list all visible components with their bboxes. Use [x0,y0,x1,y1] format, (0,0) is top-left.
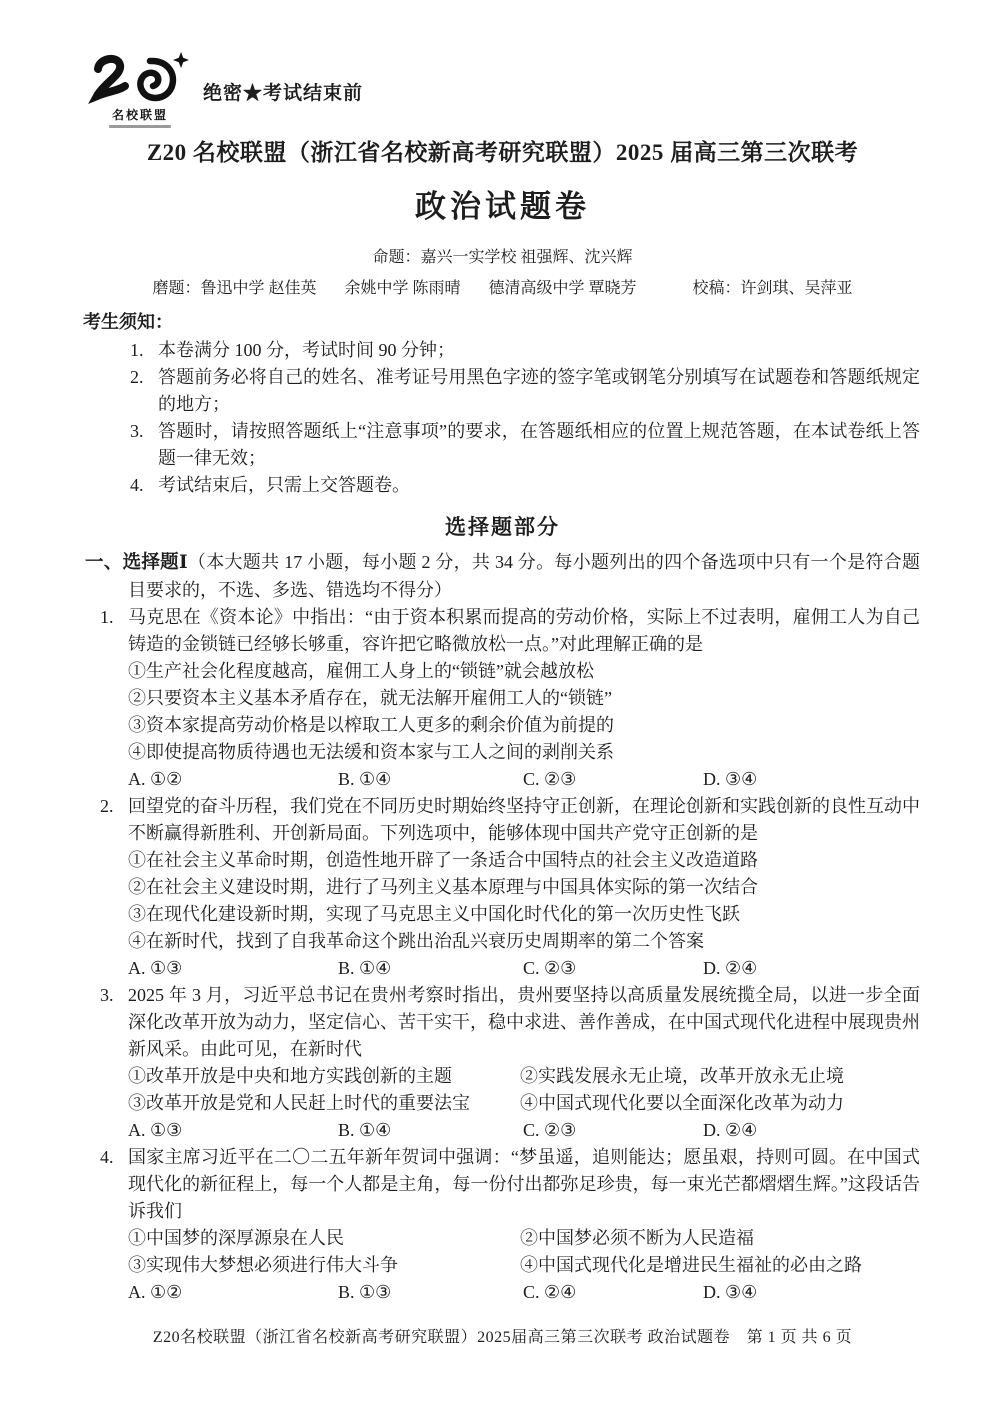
statement-1: ①在社会主义革命时期，创造性地开辟了一条适合中国特点的社会主义改造道路 [128,850,758,870]
page-footer: Z20名校联盟（浙江省名校新高考研究联盟）2025届高三第三次联考 政治试题卷 第 1 页 共 6 页 [152,1329,853,1346]
question-body [128,982,920,1144]
statement-1: ①生产社会化程度越高，雇佣工人身上的“锁链”就会越放松 [128,661,594,681]
choice-b: B. ①④ [338,1120,392,1140]
statement-1: ①改革开放是中央和地方实践创新的主题 [128,1066,452,1086]
choice-d: D. ②④ [703,1120,758,1140]
choice-a: A. ①② [128,1282,183,1302]
notice-number: 2. [130,367,144,387]
choices-row [128,955,920,982]
question-4 [85,1144,920,1306]
notice-text: 答题前务必将自己的姓名、准考证号用黑色字迹的签字笔或钢笔分别填写在试题卷和答题纸规定的地方； [158,367,920,414]
question-body [128,604,920,793]
statement-4: ④中国式现代化是增进民生福祉的必由之路 [520,1255,862,1275]
statement-list [128,658,920,766]
notice-title: 考生须知： [83,312,173,332]
question-3 [85,982,920,1144]
choices-row [128,766,920,793]
notice-number: 1. [130,340,144,360]
notice-text: 考试结束后，只需上交答题卷。 [158,475,410,495]
question-stem: 2025 年 3 月，习近平总书记在贵州考察时指出，贵州要坚持以高质量发展统揽全局，以进一步全面深化改革开放为动力，坚定信心、苦干实干，稳中求进、善作善成，在中国式现代化进程中展现贵州新风采。由此可见，在新时代 [128,985,920,1059]
question-1 [85,604,920,793]
question-number: 4. [100,1147,114,1167]
polisher-1: 磨题：鲁迅中学 赵佳英 [152,280,317,297]
statement-4: ④在新时代，找到了自我革命这个跳出治乱兴衰历史周期率的第二个答案 [128,931,704,951]
notice-item [85,364,920,418]
statement-grid [128,1063,920,1117]
statement-list [128,847,920,955]
statement-2: ②中国梦必须不断为人民造福 [520,1228,754,1248]
polisher-2: 余姚中学 陈雨晴 [344,280,461,297]
notice-list [85,337,920,499]
statement-4: ④中国式现代化要以全面深化改革为动力 [520,1093,844,1113]
question-stem: 国家主席习近平在二〇二五年新年贺词中强调：“梦虽遥，追则能达；愿虽艰，持则可圆。在中国式现代化的新征程上，每一个人都是主角，每一份付出都弥足珍贵，每一束光芒都熠熠生辉。”这段话告诉我们 [128,1147,920,1221]
exam-title: Z20 名校联盟（浙江省名校新高考研究联盟）2025 届高三第三次联考 [146,140,859,165]
notice-item [85,472,920,499]
choice-c: C. ②④ [523,1282,577,1302]
statement-4: ④即使提高物质待遇也无法缓和资本家与工人之间的剥削关系 [128,742,614,762]
choices-row [128,1279,920,1306]
statement-3: ③资本家提高劳动价格是以榨取工人更多的剩余价值为前提的 [128,715,614,735]
question-number: 2. [100,796,114,816]
question-stem: 马克思在《资本论》中指出：“由于资本积累而提高的劳动价格，实际上不过表明，雇佣工人为自己铸造的金锁链已经够长够重，容许把它略微放松一点。”对此理解正确的是 [128,607,920,654]
statement-2: ②只要资本主义基本矛盾存在，就无法解开雇佣工人的“锁链” [128,688,612,708]
choice-b: B. ①③ [338,1282,392,1302]
reviewers-line [85,275,920,298]
question-number: 1. [100,607,114,627]
section-intro-text: （本大题共 17 小题，每小题 2 分，共 34 分。每小题列出的四个备选项中只有一个是符合题目要求的，不选、多选、错选均不得分） [128,552,920,600]
choice-a: A. ①③ [128,958,183,978]
polisher-3: 德清高级中学 覃晓芳 [488,280,637,297]
proposer-line: 命题：嘉兴一实学校 祖强辉、沈兴辉 [372,249,633,266]
logo-caption: 名校联盟 [111,108,168,122]
choices-row [128,1117,920,1144]
notice-number: 4. [130,475,144,495]
choice-c: C. ②③ [523,958,577,978]
z20-swirl-icon [88,52,192,110]
statement-2: ②实践发展永无止境，改革开放永无止境 [520,1066,844,1086]
choice-b: B. ①④ [338,769,392,789]
choice-d: D. ③④ [703,1282,758,1302]
proofreader: 校稿：许剑琪、吴萍亚 [692,280,853,297]
section-intro-label: 一、选择题Ⅰ [85,553,188,573]
statement-grid [128,1225,920,1279]
notice-item [85,337,920,364]
secrecy-label: 绝密★考试结束前 [203,83,364,104]
statement-3: ③实现伟大梦想必须进行伟大斗争 [128,1255,398,1275]
choice-c: C. ②③ [523,1120,577,1140]
choice-c: C. ②③ [523,769,577,789]
question-stem: 回望党的奋斗历程，我们党在不同历史时期始终坚持守正创新，在理论创新和实践创新的良性互动中不断赢得新胜利、开创新局面。下列选项中，能够体现中国共产党守正创新的是 [128,796,920,843]
choice-b: B. ①④ [338,958,392,978]
choice-a: A. ①② [128,769,183,789]
section-title: 选择题部分 [445,515,560,539]
notice-text: 答题时，请按照答题纸上“注意事项”的要求，在答题纸相应的位置上规范答题，在本试卷纸上答题一律无效； [158,421,920,468]
statement-2: ②在社会主义建设时期，进行了马列主义基本原理与中国具体实际的第一次结合 [128,877,758,897]
z20-league-logo [85,52,195,128]
choice-d: D. ③④ [703,769,758,789]
header [85,52,920,132]
statement-3: ③改革开放是党和人民赶上时代的重要法宝 [128,1093,470,1113]
section-intro [85,549,920,604]
choice-a: A. ①③ [128,1120,183,1140]
question-number: 3. [100,985,114,1005]
notice-item [85,418,920,472]
question-body [128,793,920,982]
logo-fine-print [109,125,171,128]
paper-title: 政治试题卷 [415,189,590,224]
statement-1: ①中国梦的深厚源泉在人民 [128,1228,344,1248]
question-2 [85,793,920,982]
notice-number: 3. [130,421,144,441]
notice-text: 本卷满分 100 分，考试时间 90 分钟； [158,340,455,360]
statement-3: ③在现代化建设新时期，实现了马克思主义中国化时代化的第一次历史性飞跃 [128,904,740,924]
choice-d: D. ②④ [703,958,758,978]
question-body [128,1144,920,1306]
